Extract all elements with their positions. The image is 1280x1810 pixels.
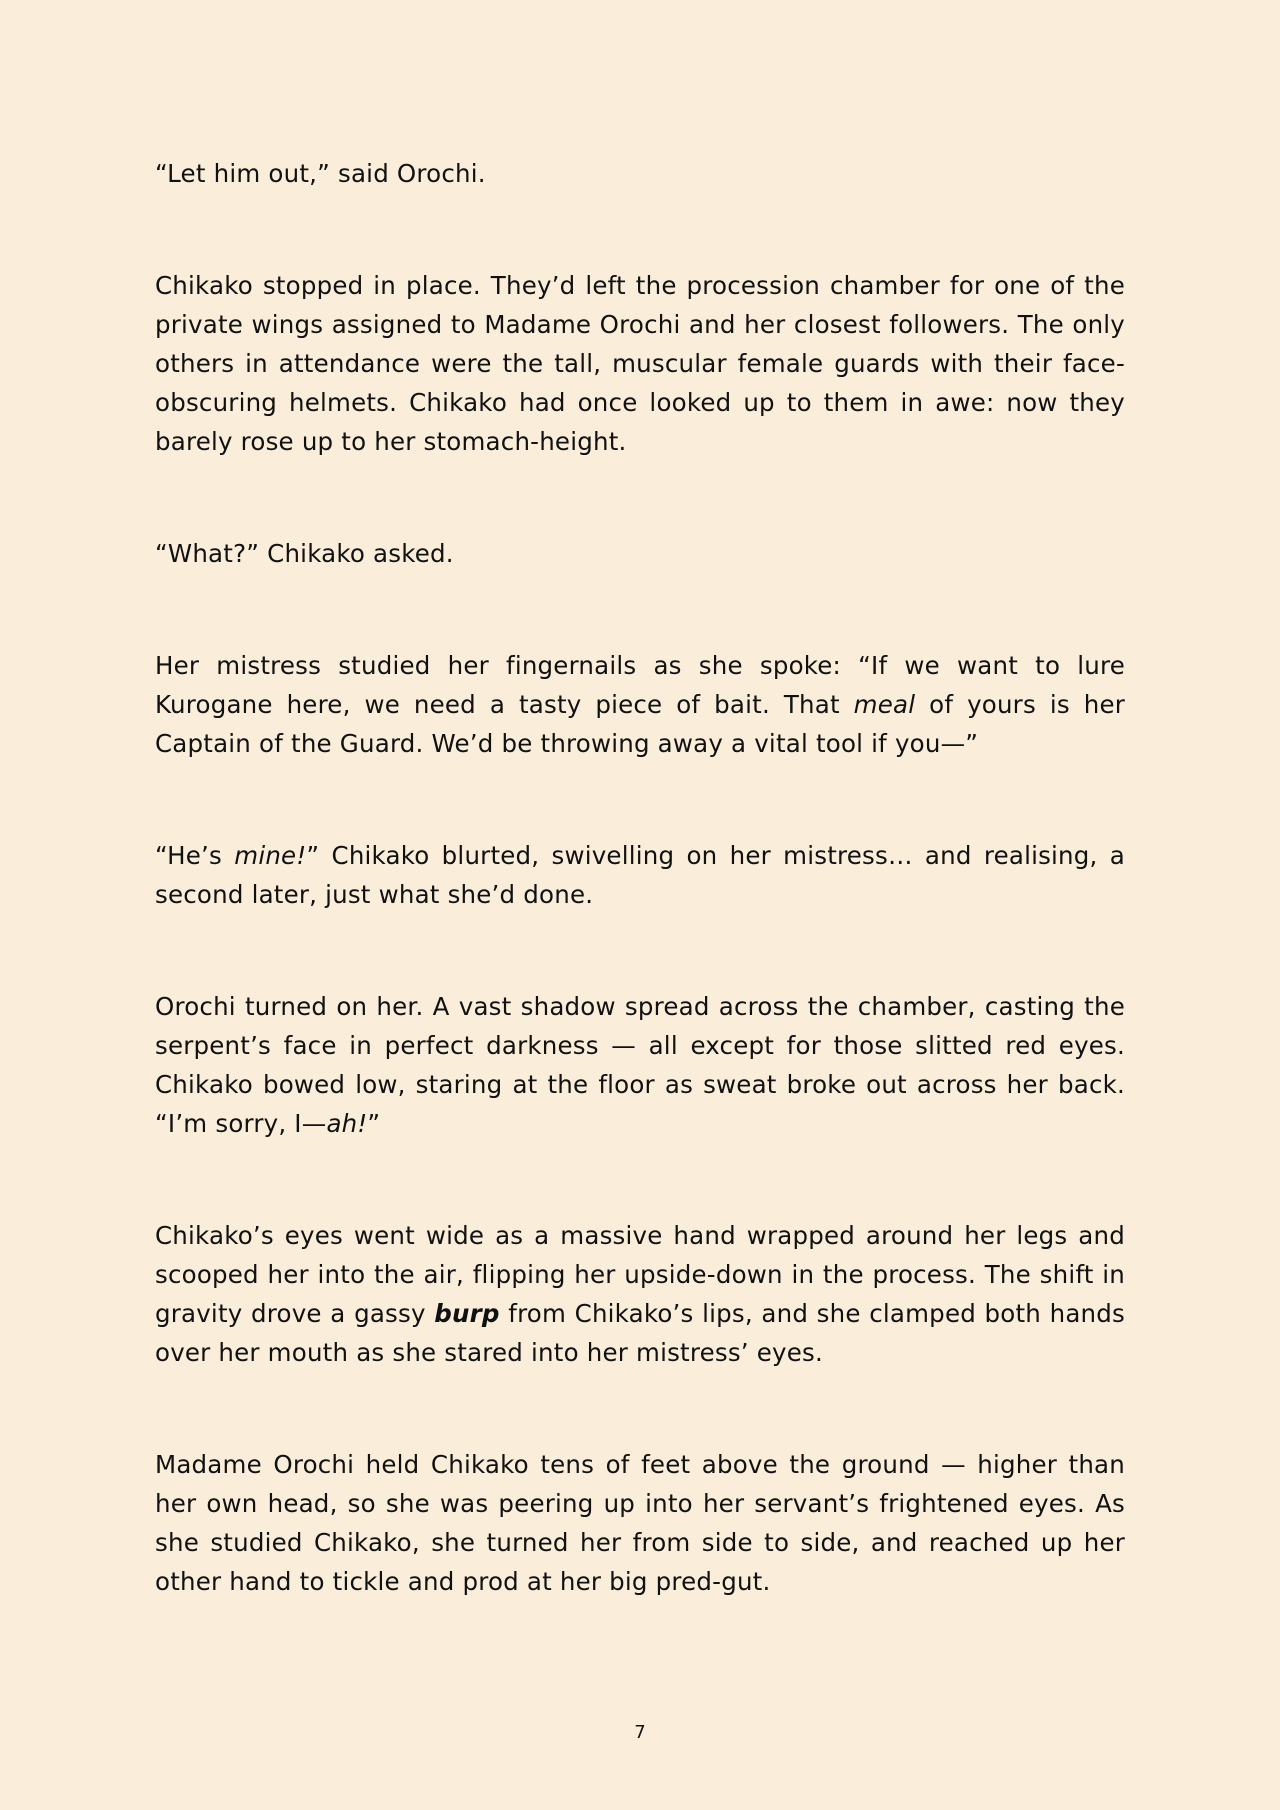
paragraph-text: ” Chikako blurted, swivelling on her mistress… and realising, a second later, just what she’d done. [155, 841, 1125, 909]
paragraph-text: Chikako stopped in place. They’d left the procession chamber for one of the private wings assigned to Madame Orochi and her closest followers. The only others in attendance were the tall, muscular female guards with their face-obscuring helmets. Chikako had once looked up to them in awe: now they barely rose up to her stomach-height. [155, 271, 1125, 456]
story-text [155, 154, 1125, 1674]
paragraph-4 [155, 646, 1125, 763]
paragraph-1 [155, 154, 1125, 193]
paragraph-6 [155, 987, 1125, 1143]
paragraph-text: Chikako’s eyes went wide as a massive hand wrapped around her legs and scooped her into the air, flipping her upside-down in the process. The shift in gravity drove a gassy [155, 1221, 1125, 1328]
paragraph-text: Madame Orochi held Chikako tens of feet above the ground — higher than her own head, so she was peering up into her servant’s frightened eyes. As she studied Chikako, she turned her from side to side, and reached up her other hand to tickle and prod at her big pred-gut. [155, 1450, 1125, 1596]
paragraph-8 [155, 1445, 1125, 1601]
italic-word: meal [853, 690, 916, 719]
italic-word: mine! [234, 841, 307, 870]
paragraph-3 [155, 534, 1125, 573]
paragraph-text: “He’s [155, 841, 235, 870]
paragraph-text: Orochi turned on her. A vast shadow spread across the chamber, casting the serpent’s face in perfect darkness — all except for those slitted red eyes. Chikako bowed low, staring at the floor as sweat broke out across her back. “I’m sorry, I— [155, 992, 1125, 1138]
paragraph-text: of yours is her Captain of the Guard. We’d be throwing away a vital tool if you—” [155, 690, 1125, 758]
paragraph-text: Her mistress studied her fingernails as she spoke: “If we want to lure Kurogane here, we need a tasty piece of bait. That [155, 651, 1125, 719]
paragraph-text: ” [367, 1109, 381, 1138]
italic-word: ah! [326, 1109, 368, 1138]
paragraph-text: “What?” Chikako asked. [155, 539, 454, 568]
paragraph-7 [155, 1216, 1125, 1372]
paragraph-text: “Let him out,” said Orochi. [155, 159, 486, 188]
paragraph-text: from Chikako’s lips, and she clamped both hands over her mouth as she stared into her mistress’ eyes. [155, 1299, 1125, 1367]
bold-italic-word: burp [434, 1299, 500, 1328]
paragraph-2 [155, 266, 1125, 461]
page-number: 7 [634, 1722, 646, 1743]
paragraph-5 [155, 836, 1125, 914]
